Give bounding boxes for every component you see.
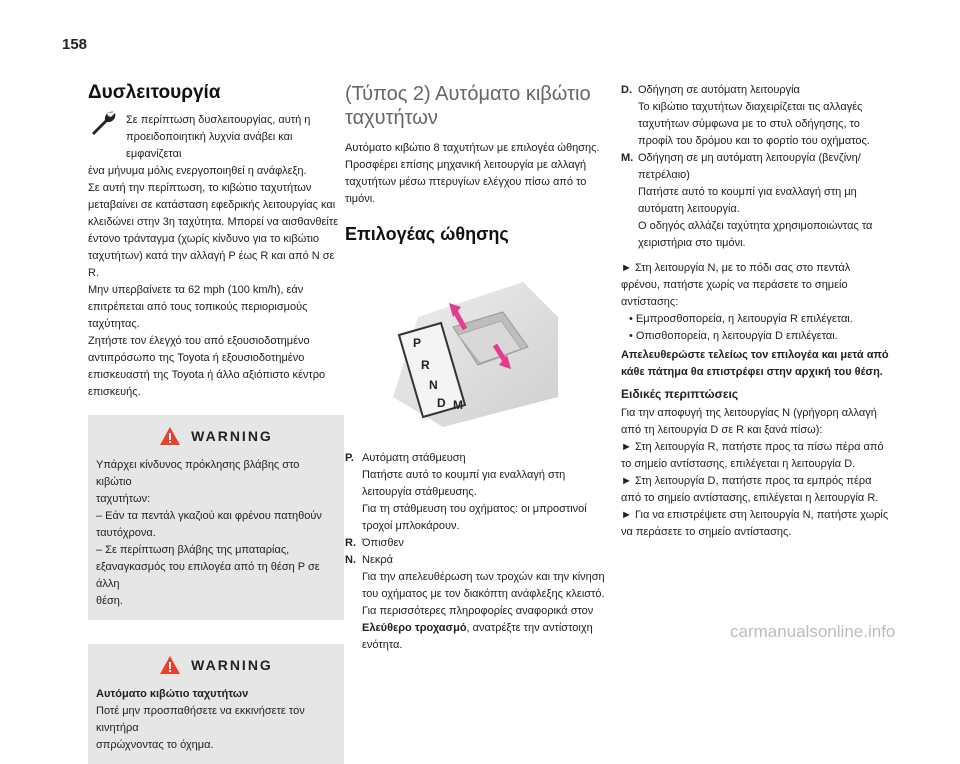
text-line: πετρέλαιο): [638, 169, 690, 181]
selector-positions-list-continued: [621, 82, 889, 252]
position-key: D.: [621, 84, 632, 96]
special-cases-heading: Ειδικές περιπτώσεις: [621, 387, 739, 401]
section-title: [345, 82, 612, 130]
text-line: κάθε πάτημα θα επιστρέφει στην αρχική του θέση.: [621, 366, 883, 378]
watermark: carmanualsonline.info: [730, 622, 896, 641]
warning-box-2: [88, 644, 344, 764]
release-note: [621, 347, 889, 381]
malfunction-column: [88, 82, 344, 764]
text-line: επιτρέπεται από τους τοπικούς περιορισμούς: [88, 301, 308, 313]
text-line: Σε περίπτωση δυσλειτουργίας, αυτή η: [126, 114, 311, 126]
text-line: Ο οδηγός αλλάζει ταχύτητα χρησιμοποιώντας τα: [638, 220, 873, 232]
text-line: Υπάρχει κίνδυνος πρόκλησης βλάβης στο κιβώτιο: [96, 459, 300, 488]
instructions: [621, 260, 889, 311]
text-line: • Οπισθοπορεία, η λειτουργία D επιλέγεται.: [629, 330, 838, 342]
text-line: Ζητήστε τον έλεγχό του από εξουσιοδοτημένο: [88, 335, 310, 347]
text-line: το σημείο αντίστασης, επιλέγεται η λειτουργία D.: [621, 458, 856, 470]
page-number: 158: [62, 36, 88, 53]
special-cases-text: [621, 405, 889, 541]
text-line: λειτουργία στάθμευσης.: [362, 486, 477, 498]
malfunction-text: [88, 112, 344, 401]
text-line: σπρώχνοντας το όχημα.: [96, 739, 214, 751]
section-title-line-1: (Τύπος 2) Αυτόματο κιβώτιο: [345, 83, 591, 105]
text-line: ταχυτήτων μέσω πτερυγίων ελέγχου πίσω από το: [345, 176, 587, 188]
impulse-selector-heading: Επιλογέας ώθησης: [345, 224, 509, 244]
selector-positions-list: [345, 450, 612, 654]
position-item: [345, 450, 612, 535]
warning-2-text: [96, 703, 336, 754]
text-line: χειριστήρια στο τιμόνι.: [638, 237, 746, 249]
position-item: [345, 535, 612, 552]
text-line: κλειδώνει στην 3η ταχύτητα. Μπορεί να αισθανθείτε: [88, 216, 339, 228]
position-item: [345, 552, 612, 654]
text-line: ► Στη λειτουργία D, πατήστε προς τα εμπρός πέρα: [621, 475, 872, 487]
position-key: N.: [345, 554, 356, 566]
text-line: Οδήγηση σε αυτόματη λειτουργία: [638, 84, 800, 96]
selector-letter: N: [429, 378, 438, 392]
selector-letter: P: [413, 336, 422, 350]
text-line: Πατήστε αυτό το κουμπί για εναλλαγή στη: [362, 469, 566, 481]
text-line: ταχυτήτων:: [96, 493, 151, 505]
selector-letter: M: [453, 398, 463, 412]
position-key: R.: [345, 537, 356, 549]
text-line: – Σε περίπτωση βλάβης της μπαταρίας,: [96, 544, 290, 556]
selector-positions-column: [621, 82, 889, 541]
text-line: Προσφέρει επίσης μηχανική λειτουργία με αλλαγή: [345, 159, 587, 171]
text-line: επισκευής.: [88, 386, 141, 398]
selector-letter: D: [437, 396, 446, 410]
text-line: ταχυτήτων) κατά την αλλαγή P έως R και από N σε R.: [88, 250, 335, 279]
text-line: Σε αυτή την περίπτωση, το κιβώτιο ταχυτήτων: [88, 182, 312, 194]
position-description: [362, 535, 612, 552]
text-line: θέση.: [96, 595, 123, 607]
text-line: του οχήματος με τον διακόπτη ανάφλεξης κλειστό.: [362, 588, 605, 600]
text-line: εξαναγκασμός του επιλογέα από τη θέση P σε άλλη: [96, 561, 320, 590]
instruction-bullets: [621, 311, 889, 345]
gear-selector-illustration: [383, 277, 563, 427]
text-line: φρένου, πατήστε χωρίς να περάσετε το σημείο: [621, 279, 848, 291]
text-line: Για τη στάθμευση του οχήματος: οι μπροστινοί: [362, 503, 587, 515]
text-line: να περάσετε το σημείο αντίστασης.: [621, 526, 792, 538]
text-line: από τη λειτουργία D σε R και ξανά πίσω):: [621, 424, 823, 436]
automatic-gearbox-column: [345, 82, 612, 654]
text-line: Όπισθεν: [362, 537, 404, 549]
text-line: Για την αποφυγή της λειτουργίας N (γρήγορη αλλαγή: [621, 407, 877, 419]
warning-box-1: [88, 415, 344, 620]
text-line: αυτόματη λειτουργία.: [638, 203, 740, 215]
section-title-line-2: ταχυτήτων: [345, 107, 438, 129]
text-line: ταχύτητας.: [88, 318, 140, 330]
text-line: • Εμπροσθοπορεία, η λειτουργία R επιλέγεται.: [629, 313, 853, 325]
text-line: Νεκρά: [362, 554, 393, 566]
text-line: [362, 620, 612, 637]
text-fragment: , ανατρέξτε την αντίστοιχη: [466, 622, 593, 634]
wrench-icon: [88, 108, 118, 138]
text-line: Για περισσότερες πληροφορίες αναφορικά στον: [362, 605, 594, 617]
text-line: – Εάν τα πεντάλ γκαζιού και φρένου πατηθούν: [96, 510, 322, 522]
position-key: M.: [621, 152, 634, 164]
position-description: [362, 552, 612, 654]
text-line: από το σημείο αντίστασης, επιλέγεται η λειτουργία R.: [621, 492, 879, 504]
text-line: αντίστασης:: [621, 296, 679, 308]
text-line: Πατήστε αυτό το κουμπί για εναλλαγή στη μη: [638, 186, 857, 198]
warning-triangle-icon: [159, 426, 181, 446]
warning-2-heading: Αυτόματο κιβώτιο ταχυτήτων: [96, 688, 249, 700]
position-description: [638, 82, 889, 150]
position-description: [638, 150, 889, 252]
warning-1-text: [96, 457, 336, 610]
selector-letter: R: [421, 358, 430, 372]
text-line: Το κιβώτιο ταχυτήτων διαχειρίζεται τις αλλαγές: [638, 101, 863, 113]
text-line: ► Στη λειτουργία R, πατήστε προς τα πίσω πέρα από: [621, 441, 884, 453]
text-line: τιμόνι.: [345, 193, 376, 205]
text-line: Μην υπερβαίνετε τα 62 mph (100 km/h), εάν: [88, 284, 304, 296]
text-line: ενότητα.: [362, 639, 403, 651]
free-wheeling-link-text: Ελεύθερο τροχασμό: [362, 622, 467, 634]
position-item: [621, 82, 889, 150]
text-line: ένα μήνυμα μόλις ενεργοποιηθεί η ανάφλεξη.: [88, 165, 307, 177]
text-line: ► Στη λειτουργία N, με το πόδι σας στο πεντάλ: [621, 262, 851, 274]
warning-label: WARNING: [191, 428, 273, 444]
text-line: Αυτόματο κιβώτιο 8 ταχυτήτων με επιλογέα ώθησης.: [345, 142, 600, 154]
text-line: Αυτόματη στάθμευση: [362, 452, 466, 464]
text-line: μεταβαίνει σε κατάσταση εφεδρικής λειτουργίας και: [88, 199, 336, 211]
position-item: [621, 150, 889, 252]
text-line: τροχοί μπλοκάρουν.: [362, 520, 460, 532]
text-line: ► Για να επιστρέψετε στη λειτουργία N, πατήστε χωρίς: [621, 509, 889, 521]
text-line: Για την απελευθέρωση των τροχών και την κίνηση: [362, 571, 605, 583]
position-description: [362, 450, 612, 535]
text-line: ταυτόχρονα.: [96, 527, 156, 539]
text-line: Οδήγηση σε μη αυτόματη λειτουργία (βενζίνη/: [638, 152, 861, 164]
text-line: αντιπρόσωπο της Toyota ή εξουσιοδοτημένο: [88, 352, 305, 364]
warning-label: WARNING: [191, 657, 273, 673]
text-line: επισκευαστή της Toyota ή άλλο αξιόπιστο κέντρο: [88, 369, 326, 381]
text-line: προφίλ του δρόμου και το φορτίο του οχήματος.: [638, 135, 870, 147]
position-key: P.: [345, 452, 354, 464]
warning-triangle-icon: [159, 655, 181, 675]
text-line: έντονο τράνταγμα (χωρίς κίνδυνο για το κιβώτιο: [88, 233, 320, 245]
text-line: Απελευθερώστε τελείως τον επιλογέα και μετά από: [621, 349, 889, 361]
text-line: προειδοποιητική λυχνία ανάβει και εμφανίζεται: [126, 131, 293, 160]
text-line: Ποτέ μην προσπαθήσετε να εκκινήσετε τον κινητήρα: [96, 705, 305, 734]
malfunction-title: Δυσλειτουργία: [88, 82, 221, 103]
text-line: ταχυτήτων σύμφωνα με το στυλ οδήγησης, το: [638, 118, 860, 130]
intro-text: [345, 140, 612, 208]
